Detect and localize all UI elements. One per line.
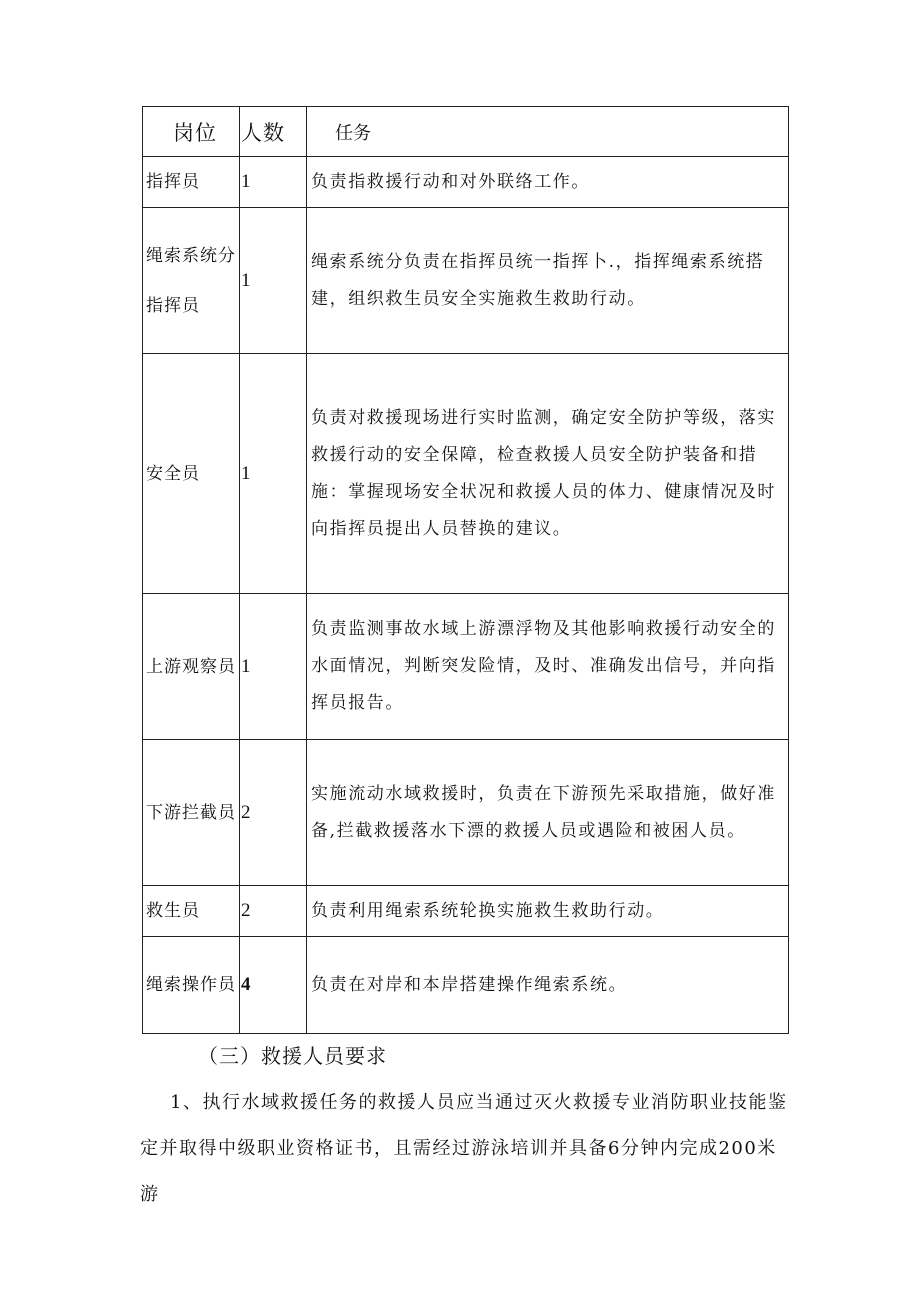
row-task: 负责利用绳索系统轮换实施救生救助行动。: [307, 886, 789, 937]
table-row: [143, 354, 789, 594]
row-count: 1: [240, 208, 307, 354]
row-post: 下游拦截员: [143, 740, 240, 886]
table-row: [143, 937, 789, 1034]
row-task: 负责在对岸和本岸搭建操作绳索系统。: [307, 937, 789, 1034]
row-count: 4: [240, 937, 307, 1034]
row-post: 救生员: [143, 886, 240, 937]
table-row: [143, 208, 789, 354]
header-post: 岗位: [143, 107, 240, 157]
header-task: 任务: [307, 107, 789, 157]
row-count: 1: [240, 354, 307, 594]
row-task: 负责对救援现场进行实时监测，确定安全防护等级，落实救援行动的安全保障，检查救援人员安全防护装备和措施：掌握现场安全状况和救援人员的体力、健康情况及时向指挥员提出人员替换的建议。: [307, 354, 789, 594]
row-count: 1: [240, 157, 307, 208]
row-post: 绳索操作员: [143, 937, 240, 1034]
row-task: 负责指救援行动和对外联络工作。: [307, 157, 789, 208]
section-heading: （三）救援人员要求: [198, 1044, 387, 1068]
row-post: 指挥员: [143, 157, 240, 208]
row-task: 绳索系统分负责在指挥员统一指挥卜.，指挥绳索系统搭建，组织救生员安全实施救生救助行动。: [307, 208, 789, 354]
table-row: [143, 740, 789, 886]
row-count: 2: [240, 886, 307, 937]
rescue-roles-table: [142, 106, 789, 1034]
row-post: 安全员: [143, 354, 240, 594]
table-row: [143, 157, 789, 208]
row-task: 负责监测事故水域上游漂浮物及其他影响救援行动安全的水面情况，判断突发险情，及时、准确发出信号，并向指挥员报告。: [307, 594, 789, 740]
row-task: 实施流动水域救援时，负责在下游预先采取措施，做好准备,拦截救援落水下漂的救援人员或遇险和被困人员。: [307, 740, 789, 886]
table-row: [143, 886, 789, 937]
row-post: 绳索系统分指挥员: [143, 208, 240, 354]
header-count: 人数: [240, 107, 307, 157]
row-count: 1: [240, 594, 307, 740]
table-row: [143, 594, 789, 740]
table-header-row: [143, 107, 789, 157]
row-count: 2: [240, 740, 307, 886]
body-paragraph: 1、执行水域救援任务的救援人员应当通过灭火救援专业消防职业技能鉴定并取得中级职业资格证书，且需经过游泳培训并具备6分钟内完成200米游: [140, 1092, 788, 1205]
row-post: 上游观察员: [143, 594, 240, 740]
